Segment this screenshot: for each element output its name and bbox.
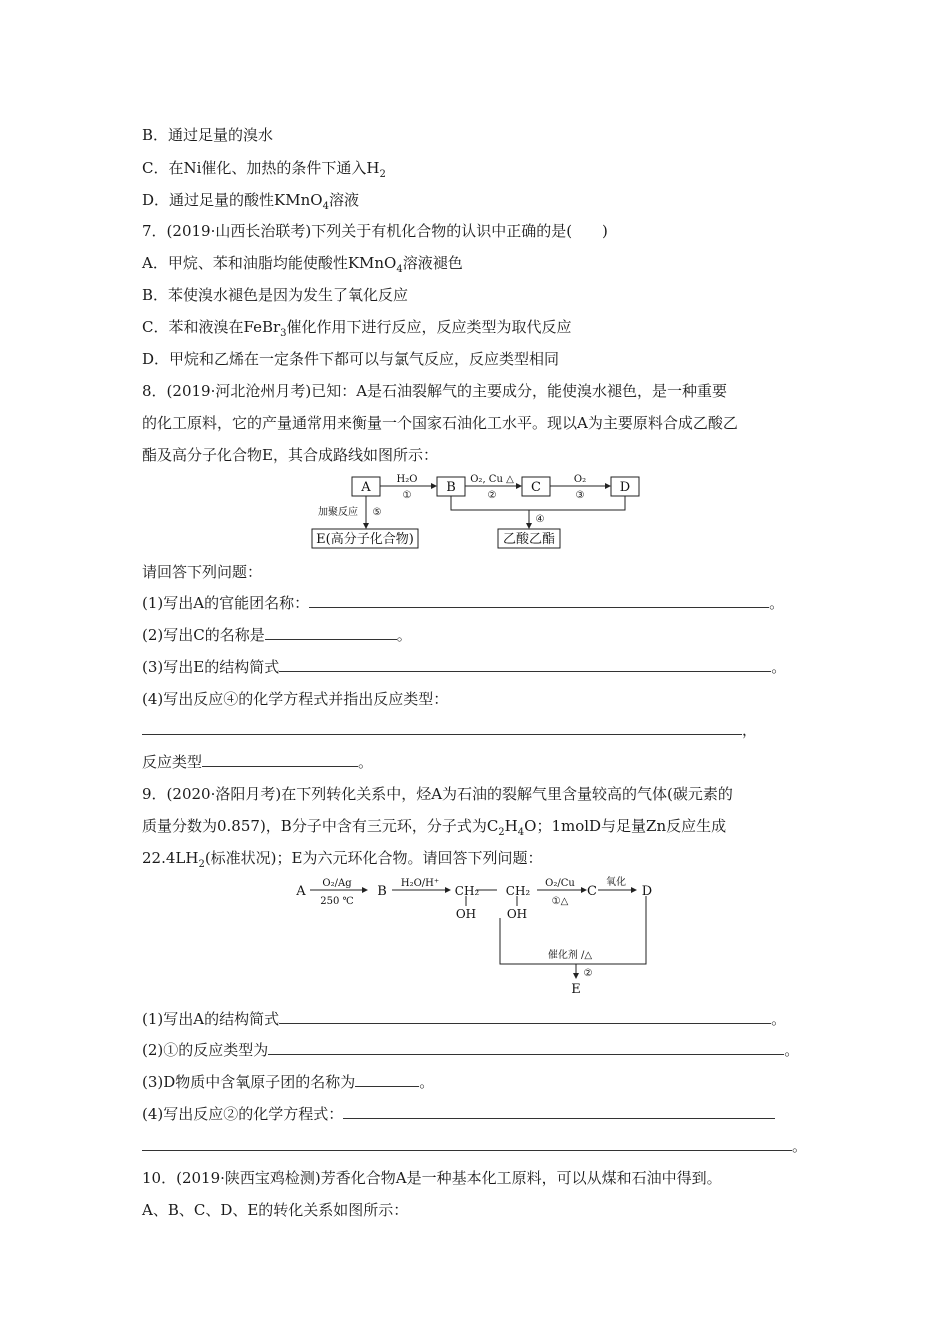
q9-r4-top: 氧化 (606, 877, 626, 888)
q9-oh-right: OH (506, 907, 528, 921)
q9-sub2: (2)①的反应类型为 。 (142, 1041, 800, 1059)
q9-node-d: D (641, 884, 653, 899)
q8-sub1: (1)写出A的官能团名称： 。 (142, 594, 785, 612)
q9-stem-line1: 9．(2020·洛阳月考)在下列转化关系中，烃A为石油的裂解气里含量较高的气体(碳元素的 (142, 785, 733, 803)
q8-sub2: (2)写出C的名称是 。 (142, 626, 412, 644)
q9-r3-top: O₂/Cu (545, 878, 575, 889)
q8-node-c: C (531, 480, 541, 495)
q9-node-e: E (571, 982, 581, 997)
q8-r1-num: ① (402, 490, 412, 501)
q8-prompt: 请回答下列问题： (142, 563, 263, 581)
q7-stem: 7．(2019·山西长治联考)下列关于有机化合物的认识中正确的是( ) (142, 222, 608, 240)
q10-stem-line2: A、B、C、D、E的转化关系如图所示： (142, 1201, 409, 1219)
q9-sub4: (4)写出反应②的化学方程式： (142, 1104, 775, 1124)
q9-sub1: (1)写出A的结构简式 。 (142, 1010, 787, 1028)
q8-r3-num: ③ (575, 490, 585, 501)
q6-option-b: B．通过足量的溴水 (142, 126, 274, 144)
q8-r2-reagent: O₂, Cu △ (470, 474, 514, 485)
answer-blank[interactable] (268, 1040, 784, 1055)
q8-node-d: D (619, 480, 631, 495)
q9-oh-left: OH (455, 907, 477, 921)
answer-blank[interactable] (343, 1104, 775, 1119)
q9-stem-line3: $22.4LH_2$(标准状况)；E为六元环化合物。请回答下列问题： (142, 849, 543, 870)
q9-r1-top: O₂/Ag (322, 878, 352, 889)
q9-sub3: (3)D物质中含氧原子团的名称为 。 (142, 1073, 435, 1091)
q9-r5-label: 催化剂 /△ (547, 950, 593, 961)
q8-stem-line1: 8．(2019·河北沧州月考)已知：A是石油裂解气的主要成分，能使溴水褪色，是一种重要 (142, 382, 728, 400)
q9-r2-top: H₂O/H⁺ (400, 878, 440, 889)
q10-stem-line1: 10．(2019·陕西宝鸡检测)芳香化合物A是一种基本化工原料，可以从煤和石油中得到。 (142, 1169, 722, 1187)
q8-r5-num: ⑤ (372, 507, 382, 518)
q8-node-e: E(高分子化合物) (316, 532, 414, 547)
q9-conversion-diagram (290, 872, 670, 998)
q6-option-c: C．在Ni催化、加热的条件下通入$H_2$ (142, 159, 386, 180)
q8-sub4-answer: ， (142, 720, 757, 740)
q8-sub4: (4)写出反应④的化学方程式并指出反应类型： (142, 690, 449, 708)
answer-blank[interactable] (355, 1072, 419, 1087)
q8-sub3: (3)写出E的结构简式 。 (142, 658, 787, 676)
answer-blank[interactable] (309, 593, 769, 608)
q8-node-ester: 乙酸乙酯 (502, 532, 556, 547)
q8-synthesis-diagram (300, 470, 660, 554)
q8-r4-num: ④ (535, 514, 545, 525)
q8-r5-label: 加聚反应 (318, 507, 358, 518)
q7-option-c: C．苯和液溴在FeBr$_3$催化作用下进行反应，反应类型为取代反应 (142, 318, 572, 339)
q8-stem-line3: 酯及高分子化合物E，其合成路线如图所示： (142, 446, 438, 464)
q7-option-d: D．甲烷和乙烯在一定条件下都可以与氯气反应，反应类型相同 (142, 350, 560, 368)
q9-sub4-answer: 。 (142, 1136, 807, 1156)
q9-r5-num: ② (583, 968, 593, 979)
q8-node-b: B (446, 480, 456, 495)
answer-blank[interactable] (202, 752, 358, 767)
q9-r3-bottom: ①△ (551, 896, 569, 907)
q8-stem-line2: 的化工原料，它的产量通常用来衡量一个国家石油化工水平。现以A为主要原料合成乙酸乙 (142, 414, 738, 432)
q8-node-a: A (361, 480, 371, 495)
q8-r2-num: ② (487, 490, 497, 501)
q7-option-b: B．苯使溴水褪色是因为发生了氧化反应 (142, 286, 409, 304)
q8-r3-reagent: O₂ (573, 474, 587, 485)
q9-node-a: A (296, 884, 306, 899)
answer-blank[interactable] (142, 1136, 792, 1151)
answer-blank[interactable] (142, 720, 742, 735)
q7-option-a: A．甲烷、苯和油脂均能使酸性KMnO$_4$溶液褪色 (142, 254, 463, 275)
q9-r1-bottom: 250 ℃ (320, 896, 354, 907)
answer-blank[interactable] (279, 657, 771, 672)
q6-option-d: D．通过足量的酸性KMnO$_4$溶液 (142, 191, 359, 212)
q9-stem-line2: 质量分数为0.857)，B分子中含有三元环，分子式为$C_2H_4O$；1molD与足量Zn反应生成 (142, 817, 727, 838)
q9-ch2-right: CH₂ (505, 884, 531, 898)
answer-blank[interactable] (279, 1009, 771, 1024)
q8-sub4-type: 反应类型 。 (142, 753, 374, 771)
q8-r1-reagent: H₂O (396, 474, 418, 485)
answer-blank[interactable] (265, 625, 397, 640)
q9-node-c: C (587, 884, 597, 899)
q9-ch2-left: CH₂ (454, 884, 480, 898)
q9-node-b: B (377, 884, 387, 899)
